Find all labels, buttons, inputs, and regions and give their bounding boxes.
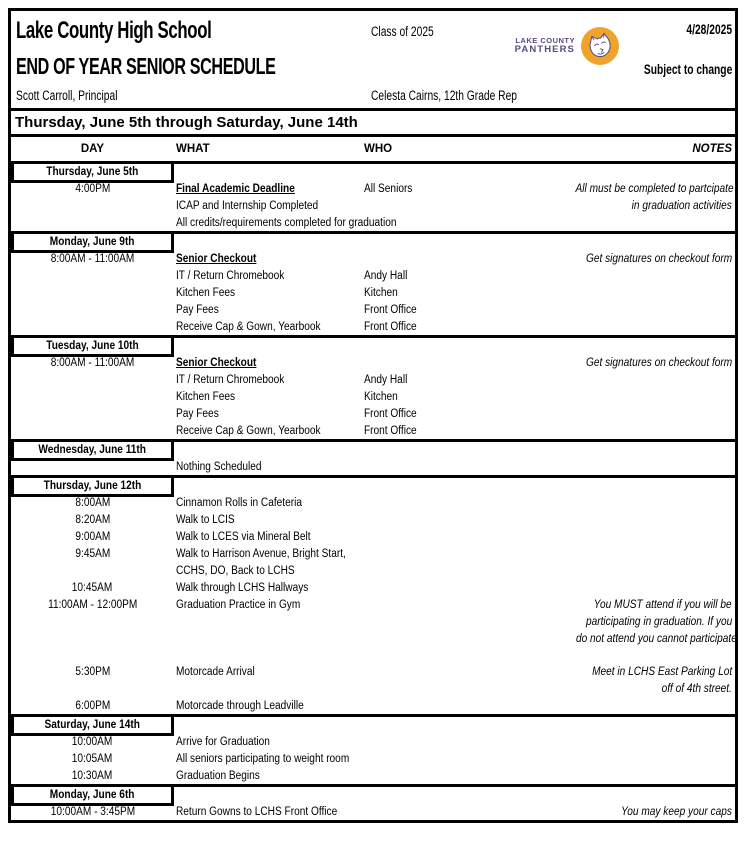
what-cell-text: All credits/requirements completed for graduation — [176, 216, 397, 229]
logo-text — [515, 37, 575, 55]
what-cell-text: Senior Checkout — [176, 356, 257, 369]
who-cell — [364, 548, 554, 560]
what-cell — [176, 633, 364, 645]
what-cell — [176, 565, 364, 577]
what-cell-text: All seniors participating to weight room — [176, 752, 350, 765]
schedule-row — [11, 388, 735, 405]
who-cell-text: Front Office — [364, 303, 417, 316]
notes-cell — [554, 736, 735, 748]
notes-cell — [554, 461, 735, 473]
who-cell-text: Kitchen — [364, 286, 398, 299]
schedule-sheet — [8, 8, 738, 823]
what-cell — [176, 216, 397, 229]
schedule-row — [11, 267, 735, 284]
what-cell — [176, 616, 364, 628]
who-cell — [364, 461, 554, 473]
what-cell-text: ICAP and Internship Completed — [176, 199, 319, 212]
what-cell-text: Walk to LCES via Mineral Belt — [176, 530, 311, 543]
day-header-text: Thursday, June 12th — [43, 480, 142, 492]
time-cell — [11, 253, 174, 265]
time-cell-text: 10:30AM — [72, 769, 113, 782]
time-cell — [11, 425, 174, 437]
what-cell-text: Graduation Practice in Gym — [176, 598, 301, 611]
who-cell — [364, 374, 554, 386]
schedule-row — [11, 458, 735, 475]
schedule-section — [11, 335, 735, 439]
who-cell — [364, 616, 554, 628]
what-cell-text: IT / Return Chromebook — [176, 269, 285, 282]
time-cell — [11, 183, 174, 195]
time-cell — [11, 217, 174, 229]
schedule-row — [11, 494, 735, 511]
notes-cell — [554, 408, 735, 420]
who-cell — [364, 321, 554, 333]
what-cell-text: Receive Cap & Gown, Yearbook — [176, 320, 321, 333]
schedule-section — [11, 439, 735, 475]
page-title: END OF YEAR SENIOR SCHEDULE — [16, 53, 276, 79]
who-cell-text: Andy Hall — [364, 269, 408, 282]
what-cell-text: Return Gowns to LCHS Front Office — [176, 805, 338, 818]
schedule-row — [11, 422, 735, 439]
day-header-text: Monday, June 9th — [50, 236, 135, 248]
day-header-text: Wednesday, June 11th — [38, 444, 147, 456]
what-cell — [176, 253, 364, 265]
time-cell — [11, 683, 174, 695]
who-cell — [364, 497, 554, 509]
notes-cell — [554, 599, 735, 611]
who-cell-text: Andy Hall — [364, 373, 408, 386]
notes-cell-text: You may keep your caps — [621, 805, 732, 818]
what-cell — [176, 321, 364, 333]
schedule-row — [11, 318, 735, 335]
header — [11, 11, 735, 108]
day-header-text: Thursday, June 5th — [46, 166, 139, 178]
notes-cell — [554, 633, 735, 645]
schedule-row — [11, 562, 735, 579]
schedule-row — [11, 680, 735, 697]
time-cell-text: 8:00AM - 11:00AM — [50, 356, 135, 369]
subject-to-change-label: Subject to change — [643, 62, 732, 77]
time-cell — [11, 200, 174, 212]
notes-cell — [554, 753, 735, 765]
who-cell — [364, 565, 554, 577]
who-cell-text: Kitchen — [364, 390, 398, 403]
schedule-row — [11, 528, 735, 545]
logo-circle — [581, 27, 619, 65]
schedule-row — [11, 250, 735, 267]
notes-cell — [554, 666, 735, 678]
notes-cell-text: Get signatures on checkout form — [585, 356, 732, 369]
day-header-row — [11, 784, 735, 803]
schedule-section — [11, 784, 735, 820]
logo-line2: PANTHERS — [514, 43, 575, 55]
column-header-notes: NOTES — [692, 143, 732, 155]
what-cell-text: IT / Return Chromebook — [176, 373, 285, 386]
what-cell — [176, 304, 364, 316]
notes-cell — [554, 217, 735, 229]
time-cell — [11, 497, 174, 509]
schedule-row — [11, 214, 735, 231]
what-cell — [176, 683, 364, 695]
what-cell-text: Motorcade Arrival — [176, 665, 255, 678]
what-cell — [176, 200, 364, 212]
notes-cell — [554, 497, 735, 509]
time-cell — [11, 633, 174, 645]
what-cell — [176, 497, 364, 509]
schedule-row — [11, 354, 735, 371]
schedule-row — [11, 697, 735, 714]
who-cell — [364, 666, 554, 678]
who-cell — [364, 304, 554, 316]
what-cell-text: Walk to LCIS — [176, 513, 235, 526]
who-cell — [364, 736, 554, 748]
time-cell — [11, 514, 174, 526]
notes-cell — [554, 548, 735, 560]
who-cell — [364, 806, 554, 818]
time-cell-text: 4:00PM — [75, 182, 110, 195]
time-cell — [11, 531, 174, 543]
what-cell-text: Kitchen Fees — [176, 286, 236, 299]
column-header-row — [11, 137, 735, 164]
notes-cell — [554, 391, 735, 403]
who-cell — [364, 200, 554, 212]
day-header-row — [11, 161, 735, 180]
day-header-text: Monday, June 6th — [50, 789, 135, 801]
time-cell — [11, 391, 174, 403]
column-header-day: DAY — [80, 143, 105, 155]
what-cell — [176, 183, 364, 195]
school-name: Lake County High School — [16, 17, 212, 44]
notes-cell — [554, 425, 735, 437]
class-of-label: Class of 2025 — [371, 24, 434, 39]
what-cell-text: CCHS, DO, Back to LCHS — [176, 564, 295, 577]
schedule-section — [11, 475, 735, 714]
column-header-who: WHO — [364, 143, 393, 155]
day-header-row — [11, 439, 735, 458]
schedule-row — [11, 284, 735, 301]
day-header-row — [11, 231, 735, 250]
notes-cell-text: participating in graduation. If you — [585, 615, 732, 628]
what-cell-text: Nothing Scheduled — [176, 460, 262, 473]
what-cell — [176, 391, 364, 403]
grade-rep-name: Celesta Cairns, 12th Grade Rep — [371, 88, 518, 103]
notes-cell — [554, 374, 735, 386]
notes-cell — [554, 806, 735, 818]
who-cell — [364, 531, 554, 543]
time-cell — [11, 599, 174, 611]
schedule-row — [11, 750, 735, 767]
time-cell — [11, 565, 174, 577]
notes-cell — [554, 357, 735, 369]
time-cell — [11, 270, 174, 282]
what-cell-text: Cinnamon Rolls in Cafeteria — [176, 496, 303, 509]
what-cell — [176, 736, 364, 748]
who-cell — [364, 683, 554, 695]
time-cell — [11, 666, 174, 678]
who-cell — [364, 391, 554, 403]
time-cell — [11, 461, 174, 473]
notes-cell — [554, 270, 735, 282]
what-cell-text: Final Academic Deadline — [176, 182, 295, 195]
time-cell-text: 10:00AM — [72, 735, 113, 748]
what-cell-text: Walk to Harrison Avenue, Bright Start, — [176, 547, 346, 560]
schedule-row — [11, 405, 735, 422]
what-cell — [176, 408, 364, 420]
what-cell-text: Receive Cap & Gown, Yearbook — [176, 424, 321, 437]
what-cell-text: Pay Fees — [176, 303, 219, 316]
panther-head-icon — [585, 31, 615, 61]
what-cell — [176, 425, 364, 437]
who-cell — [364, 425, 554, 437]
notes-cell — [554, 304, 735, 316]
schedule-section — [11, 161, 735, 231]
notes-cell — [554, 200, 735, 212]
what-cell — [176, 357, 364, 369]
day-header-row — [11, 714, 735, 733]
what-cell — [176, 753, 364, 765]
time-cell-text: 10:05AM — [72, 752, 113, 765]
notes-cell — [554, 531, 735, 543]
who-cell — [364, 582, 554, 594]
what-cell-text: Motorcade through Leadville — [176, 699, 304, 712]
schedule-body — [11, 161, 735, 820]
date-range-text: Thursday, June 5th through Saturday, June 14th — [15, 114, 358, 131]
notes-cell-text: All must be completed to partcipate — [575, 182, 734, 195]
who-cell — [364, 253, 554, 265]
notes-cell — [554, 321, 735, 333]
what-cell-text: Senior Checkout — [176, 252, 257, 265]
schedule-row — [11, 613, 735, 630]
who-cell — [364, 599, 554, 611]
who-cell — [364, 270, 554, 282]
what-cell-text: Kitchen Fees — [176, 390, 236, 403]
revision-date: 4/28/2025 — [686, 22, 732, 37]
notes-cell — [554, 582, 735, 594]
schedule-row — [11, 371, 735, 388]
time-cell — [11, 806, 174, 818]
time-cell — [11, 374, 174, 386]
what-cell-text: Arrive for Graduation — [176, 735, 270, 748]
what-cell — [176, 287, 364, 299]
time-cell — [11, 700, 174, 712]
time-cell — [11, 770, 174, 782]
time-cell-text: 6:00PM — [75, 699, 110, 712]
logo-line1: LAKE COUNTY — [515, 36, 575, 46]
what-cell — [176, 666, 364, 678]
day-header-row — [11, 475, 735, 494]
who-cell — [364, 753, 554, 765]
day-header-text: Tuesday, June 10th — [46, 340, 139, 352]
who-cell — [364, 357, 554, 369]
schedule-section — [11, 714, 735, 784]
what-cell — [176, 599, 364, 611]
what-cell — [176, 514, 364, 526]
who-cell — [364, 700, 554, 712]
schedule-row — [11, 301, 735, 318]
schedule-row — [11, 596, 735, 613]
what-cell — [176, 700, 364, 712]
notes-cell — [554, 514, 735, 526]
schedule-row — [11, 733, 735, 750]
principal-name: Scott Carroll, Principal — [16, 88, 118, 103]
notes-cell — [554, 700, 735, 712]
notes-cell-text: do not attend you cannot participate — [575, 632, 737, 645]
time-cell — [11, 753, 174, 765]
notes-cell-text: off of 4th street. — [661, 682, 732, 695]
what-cell — [176, 806, 364, 818]
notes-cell — [554, 565, 735, 577]
notes-cell-text: Meet in LCHS East Parking Lot — [591, 665, 732, 678]
day-header-text: Saturday, June 14th — [44, 719, 141, 731]
what-cell-text: Graduation Begins — [176, 769, 260, 782]
time-cell — [11, 408, 174, 420]
schedule-row — [11, 767, 735, 784]
who-cell — [364, 287, 554, 299]
schedule-row — [11, 663, 735, 680]
time-cell-text: 8:00AM - 11:00AM — [50, 252, 135, 265]
who-cell-text: Front Office — [364, 407, 417, 420]
schedule-row — [11, 803, 735, 820]
time-cell-text: 11:00AM - 12:00PM — [47, 598, 138, 611]
time-cell — [11, 548, 174, 560]
column-header-what: WHAT — [176, 143, 210, 155]
date-range-banner — [11, 108, 735, 137]
what-cell-text: Pay Fees — [176, 407, 219, 420]
notes-cell-text: Get signatures on checkout form — [585, 252, 732, 265]
who-cell — [364, 514, 554, 526]
time-cell-text: 10:45AM — [72, 581, 113, 594]
who-cell — [364, 633, 554, 645]
schedule-row — [11, 647, 735, 663]
time-cell — [11, 287, 174, 299]
time-cell — [11, 616, 174, 628]
what-cell — [176, 582, 364, 594]
notes-cell — [554, 616, 735, 628]
schedule-row — [11, 197, 735, 214]
notes-cell — [554, 183, 735, 195]
schedule-row — [11, 579, 735, 596]
day-header-row — [11, 335, 735, 354]
time-cell-text: 8:20AM — [75, 513, 110, 526]
time-cell-text: 9:45AM — [75, 547, 110, 560]
what-cell — [176, 461, 364, 473]
who-cell-text: All Seniors — [364, 182, 413, 195]
schedule-row — [11, 545, 735, 562]
time-cell-text: 8:00AM — [75, 496, 110, 509]
time-cell — [11, 357, 174, 369]
school-logo — [515, 27, 619, 65]
what-cell — [176, 531, 364, 543]
what-cell — [176, 548, 364, 560]
what-cell-text: Walk through LCHS Hallways — [176, 581, 309, 594]
notes-cell-text: in graduation activities — [631, 199, 732, 212]
what-cell — [176, 270, 364, 282]
time-cell — [11, 736, 174, 748]
who-cell-text: Front Office — [364, 424, 417, 437]
what-cell — [176, 770, 364, 782]
who-cell — [364, 408, 554, 420]
time-cell-text: 5:30PM — [75, 665, 110, 678]
who-cell-text: Front Office — [364, 320, 417, 333]
who-cell — [364, 183, 554, 195]
notes-cell — [554, 253, 735, 265]
schedule-section — [11, 231, 735, 335]
schedule-row — [11, 630, 735, 647]
what-cell — [176, 374, 364, 386]
notes-cell-text: You MUST attend if you will be — [594, 598, 732, 611]
time-cell — [11, 321, 174, 333]
time-cell — [11, 582, 174, 594]
notes-cell — [554, 683, 735, 695]
who-cell — [364, 770, 554, 782]
time-cell — [11, 304, 174, 316]
notes-cell — [554, 287, 735, 299]
notes-cell — [554, 770, 735, 782]
schedule-row — [11, 511, 735, 528]
time-cell-text: 10:00AM - 3:45PM — [50, 805, 135, 818]
time-cell-text: 9:00AM — [75, 530, 110, 543]
schedule-row — [11, 180, 735, 197]
